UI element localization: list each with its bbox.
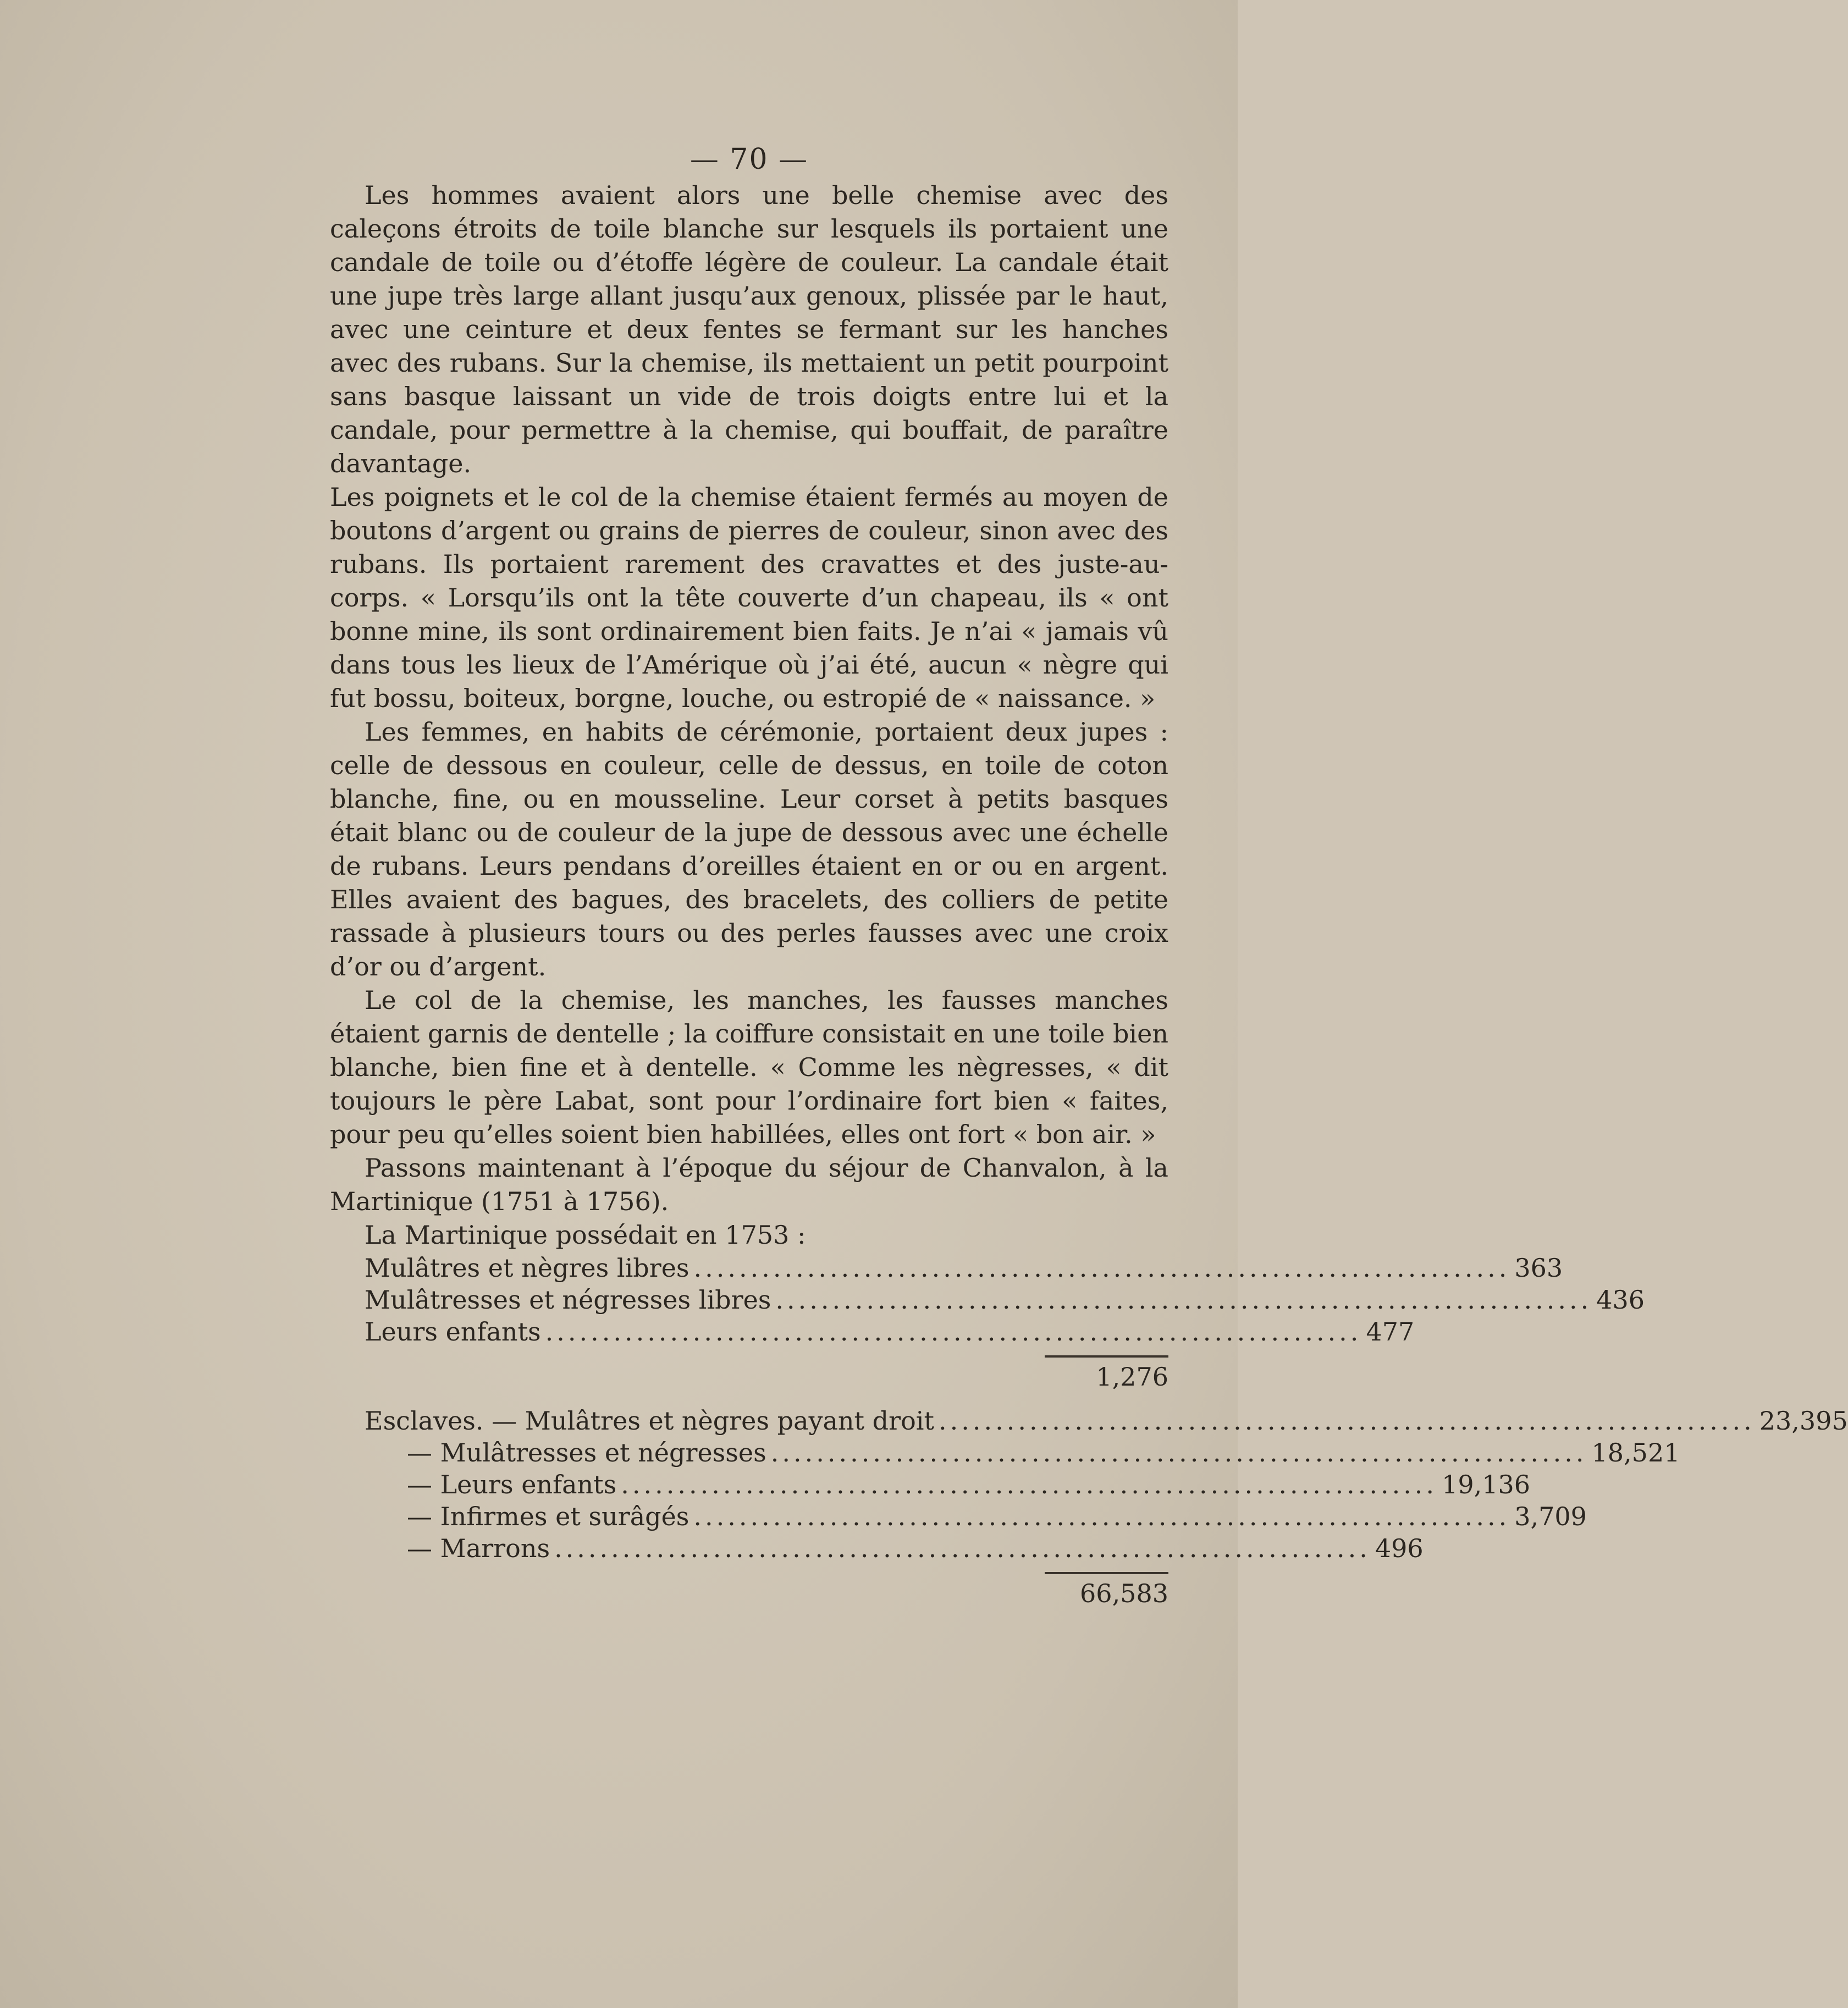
dot-leader: ........................................................................ xyxy=(621,1470,1438,1499)
subtotal-free: 1,276 xyxy=(1096,1362,1168,1392)
dot-leader: ........................................................................ xyxy=(693,1253,1510,1283)
row-label: — Marrons xyxy=(407,1533,550,1563)
paragraph-women-clothing: Les femmes, en habits de cérémonie, portaient deux jupes : celle de dessous en couleur, celle de dessus, en toile de coton blanche, fine, ou en mousseline. Leur corset à petits basques était blanc ou de couleur de la jupe de dessous avec une échelle de rubans. Leurs pendans d’oreilles étaient en or ou en argent. Elles avaient des bagues, des bracelets, des colliers de petite rassade à plusieurs tours ou des perles fausses avec une croix d’or ou d’argent. xyxy=(330,717,1168,981)
row-value: 18,521 xyxy=(1591,1438,1680,1468)
paragraph-cuffs-collar: Les poignets et le col de la chemise étaient fermés au moyen de boutons d’argent ou grains de pierres de couleur, sinon avec des rubans. Ils portaient rarement des cravattes et des juste-au-corps. « Lorsqu’ils ont la tête couverte d’un chapeau, ils « ont bonne mine, ils sont ordinairement bien faits. Je n’ai « jamais vû dans tous les lieux de l’Amérique où j’ai été, aucun « nègre qui fut bossu, boiteux, borgne, louche, ou estropié de « naissance. » xyxy=(330,482,1168,713)
table-row xyxy=(330,1252,1563,1284)
row-label: Mulâtres et nègres libres xyxy=(365,1253,689,1283)
dot-leader: ........................................................................ xyxy=(554,1533,1371,1563)
table-row xyxy=(330,1532,1424,1564)
row-value: 436 xyxy=(1596,1285,1645,1315)
paragraph-chanvalon: Passons maintenant à l’époque du séjour de Chanvalon, à la Martinique (1751 à 1756). xyxy=(330,1153,1168,1216)
spacer xyxy=(330,1393,1168,1405)
table-free-population xyxy=(330,1252,1645,1393)
dot-leader: ........................................................................ xyxy=(693,1502,1510,1531)
row-label: — Infirmes et surâgés xyxy=(407,1502,689,1531)
dot-leader: ........................................................................ xyxy=(775,1285,1592,1315)
page-content xyxy=(330,140,1848,1609)
table-row xyxy=(330,1405,1848,1437)
dot-leader: ........................................................................ xyxy=(545,1317,1362,1347)
table-slaves xyxy=(330,1405,1848,1609)
row-value: 363 xyxy=(1514,1253,1563,1283)
dot-leader: ........................................................................ xyxy=(938,1406,1755,1436)
row-value: 496 xyxy=(1375,1533,1424,1563)
dot-leader: ........................................................................ xyxy=(770,1438,1587,1468)
page-number: — 70 — xyxy=(689,143,809,176)
row-value: 3,709 xyxy=(1514,1502,1587,1531)
table-row xyxy=(330,1469,1531,1501)
sum-rule xyxy=(1045,1355,1168,1358)
paragraph-lace-coiffure: Le col de la chemise, les manches, les fausses manches étaient garnis de dentelle ; la coiffure consistait en une toile bien blanche, bien fine et à dentelle. « Comme les nègresses, « dit toujours le père Labat, sont pour l’ordinaire fort bien « faites, pour peu qu’elles soient bien habillées, elles ont fort « bon air. » xyxy=(330,985,1168,1149)
row-value: 477 xyxy=(1366,1317,1415,1347)
sum-rule xyxy=(1045,1572,1168,1574)
total-slaves: 66,583 xyxy=(1080,1579,1168,1608)
row-label: — Leurs enfants xyxy=(407,1470,617,1499)
row-label: Leurs enfants xyxy=(365,1317,541,1347)
row-label: Mulâtresses et négresses libres xyxy=(365,1285,771,1315)
row-label: — Mulâtresses et négresses xyxy=(407,1438,766,1468)
row-label: Esclaves. — Mulâtres et nègres payant droit xyxy=(365,1406,934,1436)
table-row xyxy=(330,1316,1415,1348)
table-row xyxy=(330,1501,1587,1532)
paragraph-population-intro: La Martinique possédait en 1753 : xyxy=(365,1220,806,1250)
row-value: 19,136 xyxy=(1442,1470,1531,1499)
table-row xyxy=(330,1284,1645,1316)
row-value: 23,395 xyxy=(1759,1406,1848,1436)
paragraph-men-clothing: Les hommes avaient alors une belle chemise avec des caleçons étroits de toile blanche sur lesquels ils portaient une candale de toile ou d’étoffe légère de couleur. La candale était une jupe très large allant jusqu’aux genoux, plissée par le haut, avec une ceinture et deux fentes se fermant sur les hanches avec des rubans. Sur la chemise, ils mettaient un petit pourpoint sans basque laissant un vide de trois doigts entre lui et la candale, pour permettre à la chemise, qui bouffait, de paraître davantage. xyxy=(330,180,1168,478)
table-row xyxy=(330,1437,1680,1469)
